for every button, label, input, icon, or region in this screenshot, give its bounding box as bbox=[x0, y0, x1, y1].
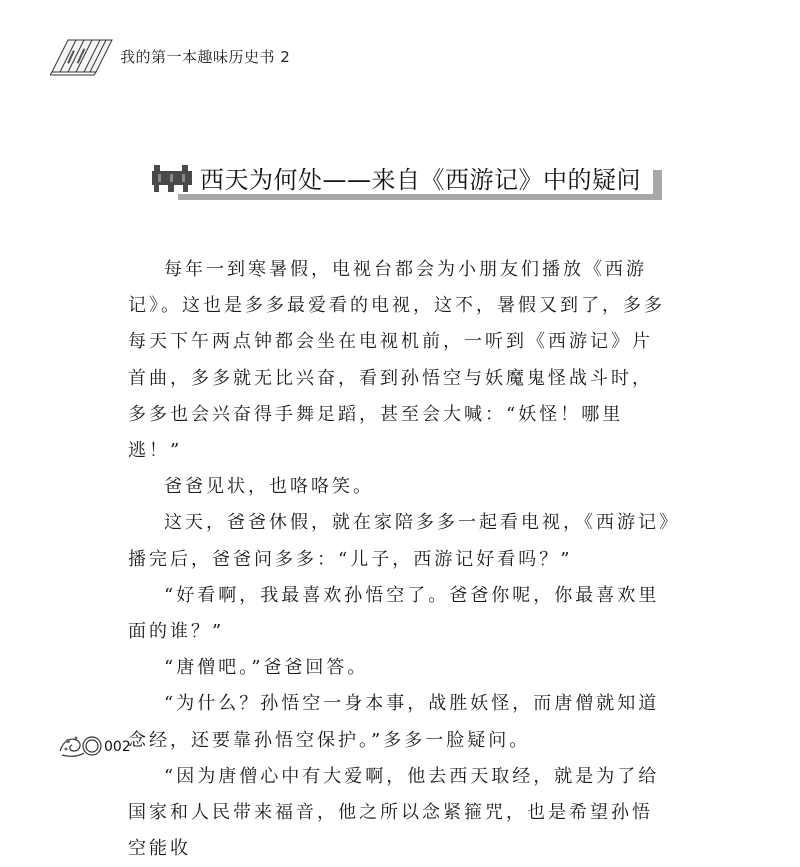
book-title: 我的第一本趣味历史书 2 bbox=[120, 47, 291, 66]
page-footer bbox=[58, 726, 131, 762]
paragraph: 这天，爸爸休假，就在家陪多多一起看电视，《西游记》播完后，爸爸问多多：“儿子，西游记好看吗？” bbox=[128, 512, 671, 570]
ancient-bronze-vessel-icon bbox=[150, 161, 194, 193]
paragraph: “因为唐僧心中有大爱啊，他去西天取经，就是为了给国家和人民带来福音，他之所以念紧箍咒，也是希望孙悟空能收 bbox=[128, 765, 660, 860]
title-box bbox=[148, 160, 653, 194]
chapter-title: 西天为何处——来自《西游记》中的疑问 bbox=[200, 165, 641, 194]
paragraph: 爸爸见状，也咯咯笑。 bbox=[164, 476, 374, 498]
paragraph: “为什么？孙悟空一身本事，战胜妖怪，而唐僧就知道念经，还要靠孙悟空保护。”多多一脸疑问。 bbox=[128, 693, 660, 751]
running-header bbox=[50, 36, 290, 76]
scroll-ornament-icon bbox=[58, 729, 104, 759]
chapter-title-bar bbox=[148, 160, 658, 196]
page-number: 002 bbox=[104, 739, 131, 755]
bamboo-book-icon bbox=[50, 36, 114, 76]
body-text bbox=[128, 252, 672, 867]
paragraph: 每年一到寒暑假，电视台都会为小朋友们播放《西游记》。这也是多多最爱看的电视，这不，暑假又到了，多多每天下午两点钟都会坐在电视机前，一听到《西游记》片首曲，多多就无比兴奋，看到孙悟空与妖魔鬼怪战斗时，多多也会兴奋得手舞足蹈，甚至会大喊：“妖怪！哪里逃！” bbox=[128, 259, 665, 462]
paragraph: “好看啊，我最喜欢孙悟空了。爸爸你呢，你最喜欢里面的谁？” bbox=[128, 584, 660, 643]
paragraph: “唐僧吧。”爸爸回答。 bbox=[164, 657, 369, 679]
